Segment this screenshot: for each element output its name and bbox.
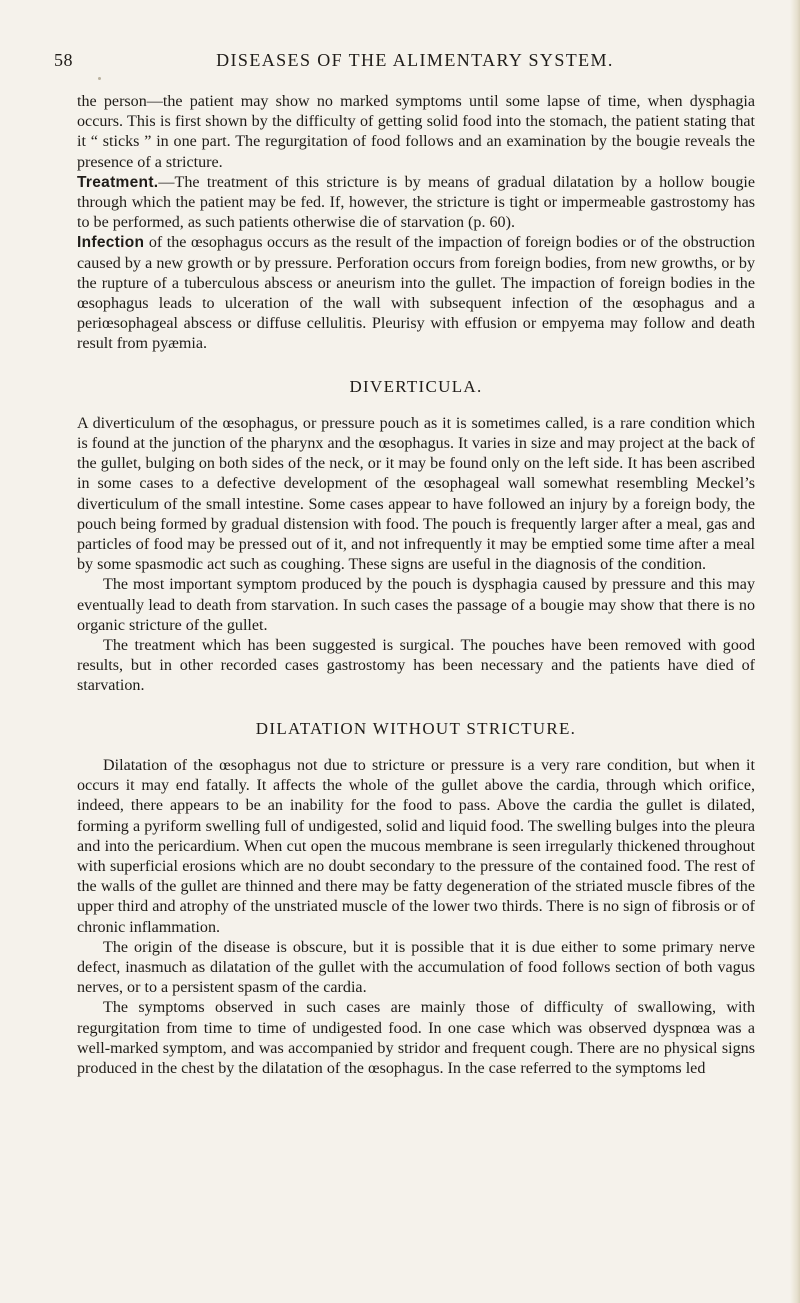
intro-paragraph: the person—the patient may show no marked symptoms until some lapse of time, when dysphagia occurs. This is first shown by the difficulty of getting solid food into the stomach, the patient stating that it “ sticks ” in one part. The regurgitation of food follows and an examination by the bougie reveals the presence of a stricture. [77,93,755,171]
dilatation-paragraph-1: Dilatation of the œsophagus not due to stricture or pressure is a very rare condition, but when it occurs it may end fatally. It affects the whole of the gullet above the cardia, through which orifice, indeed, there appears to be an inability for the food to pass. Above the cardia the gullet is dilated, forming a pyriform swelling full of undigested, solid and liquid food. The swelling bulges into the pleura and into the pericardium. When cut open the mucous membrane is seen irregularly thickened throughout with superficial erosions which are no doubt secondary to the pressure of the contained food. The rest of the walls of the gullet are thinned and there may be fatty degeneration of the striated muscle fibres of the upper third and atrophy of the unstriated muscle of the lower two thirds. There is no sign of fibrosis or of chronic inflammation. [77,756,755,936]
diverticula-paragraph-1: A diverticulum of the œsophagus, or pressure pouch as it is sometimes called, is a rare condition which is found at the junction of the pharynx and the œsophagus. It varies in size and may project at the back of the gullet, bulging on both sides of the neck, or it may be found only on the left side. It has been ascribed in some cases to a defective development of the œsophageal wall somewhat resembling Meckel’s diverticulum of the small intestine. Some cases appear to have followed an injury by a foreign body, the pouch being formed by gradual distension with food. The pouch is frequently larger after a meal, gas and particles of food may be pressed out of it, and not infrequently it may be emptied some time after a meal by some spasmodic act such as coughing. These signs are useful in the diagnosis of the condition. [77,414,755,574]
section-title-dilatation: DILATATION WITHOUT STRICTURE. [255,718,577,738]
page-edge-shadow [790,0,800,1303]
diverticula-paragraph-3: The treatment which has been suggested is surgical. The pouches have been removed with good results, but in other recorded cases gastrostomy has been necessary and the patients have died of starvation. [77,637,755,695]
print-speck [98,77,101,80]
treatment-heading: Treatment. [77,173,159,191]
treatment-paragraph [77,173,755,234]
page-number: 58 [54,50,73,70]
treatment-text: —The treatment of this stricture is by means of gradual dilatation by a hollow bougie through which the patient may be fed. If, however, the stricture is tight or impermeable gastrostomy has to be performed, as such patients otherwise die of starvation (p. 60). [77,173,755,232]
diverticula-paragraph-2: The most important symptom produced by the pouch is dysphagia caused by pressure and this may eventually lead to death from starvation. In such cases the passage of a bougie may show that there is no organic stricture of the gullet. [77,576,755,634]
infection-text: of the œsophagus occurs as the result of the impaction of foreign bodies or of the obstruction caused by a new growth or by pressure. Perforation occurs from foreign bodies, from new growths, or by the rupture of a tuberculous abscess or aneurism into the gullet. The impaction of foreign bodies in the œsophagus leads to ulceration of the wall with subsequent infection of the œsophagus and a periœsophageal abscess or diffuse cellulitis. Pleurisy with effusion or empyema may follow and death result from pyæmia. [77,234,755,353]
infection-paragraph [77,233,755,354]
section-title-diverticula: DIVERTICULA. [349,376,483,396]
infection-heading: Infection [77,234,145,252]
dilatation-paragraph-3: The symptoms observed in such cases are mainly those of difficulty of swallowing, with regurgitation from time to time of undigested food. In one case which was observed dyspnœa was a well-marked symptom, and was accompanied by stridor and frequent cough. There are no physical signs produced in the chest by the dilatation of the œsophagus. In the case referred to the symptoms led [77,999,755,1077]
dilatation-paragraph-2: The origin of the disease is obscure, but it is possible that it is due either to some primary nerve defect, inasmuch as dilatation of the gullet with the accumulation of food follows section of both vagus nerves, or to a persistent spasm of the cardia. [77,938,755,997]
running-title: DISEASES OF THE ALIMENTARY SYSTEM. [216,50,614,70]
page-header [0,50,800,80]
page-body [77,92,755,1079]
